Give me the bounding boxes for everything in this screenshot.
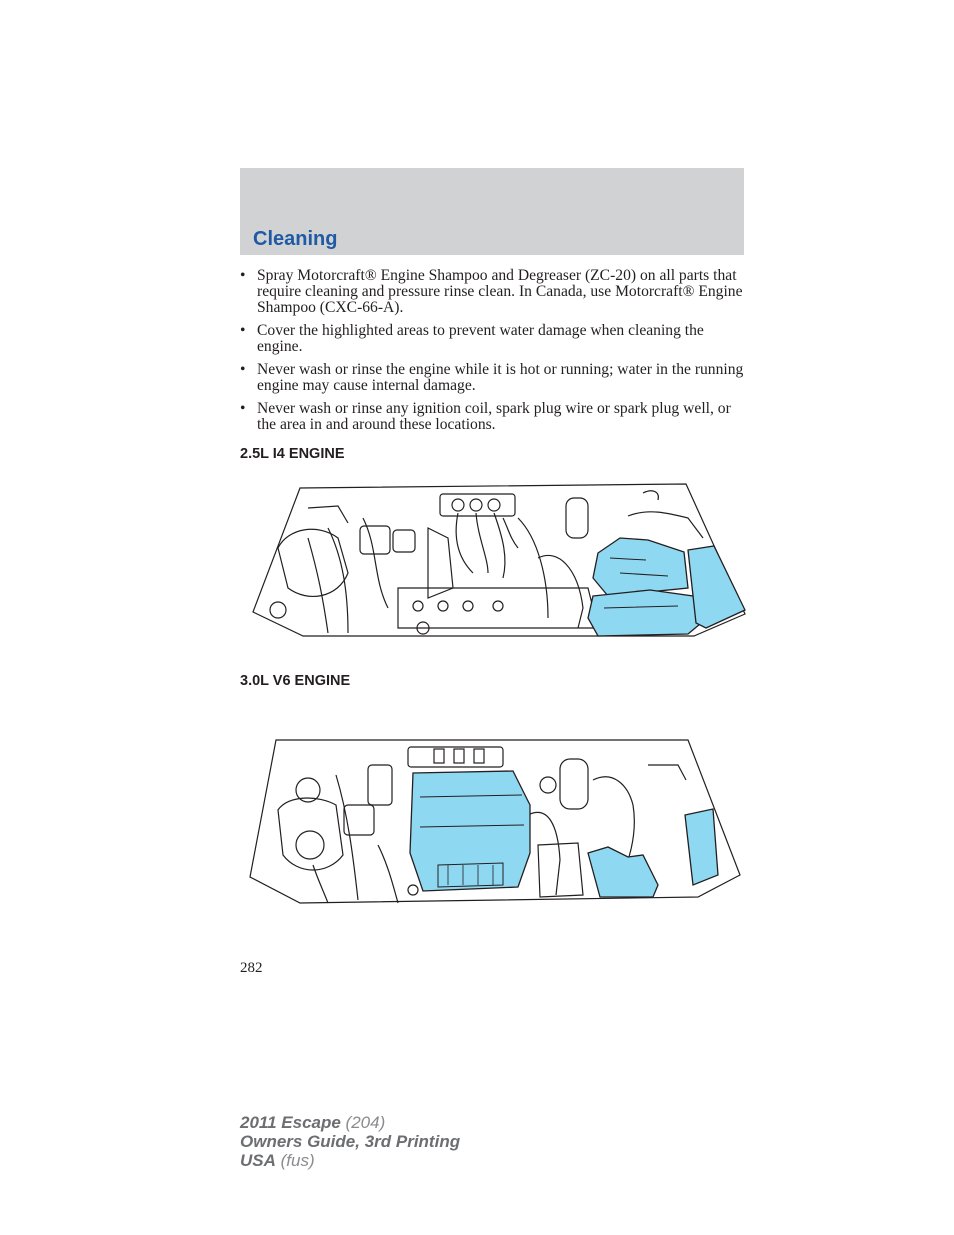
engine-2-5-diagram	[248, 478, 748, 640]
footer-region-code: (fus)	[275, 1151, 315, 1170]
engine-3-0-diagram	[248, 735, 742, 907]
page-number: 282	[240, 960, 263, 976]
footer-model: 2011 Escape	[240, 1113, 341, 1132]
bullet-text: Never wash or rinse any ignition coil, spark plug wire or spark plug well, or the area in and around these locations.	[257, 400, 731, 433]
footer-model-code: (204)	[340, 1113, 386, 1132]
footer-line-2	[240, 1132, 460, 1151]
bullet-text: Spray Motorcraft® Engine Shampoo and Degreaser (ZC-20) on all parts that require cleaning and pressure rinse clean. In Canada, use Motorcraft® Engine Shampoo (CXC-66-A).	[257, 267, 743, 316]
footer-guide: Owners Guide, 3rd Printing	[240, 1132, 461, 1151]
bullet-icon: •	[240, 400, 246, 417]
bullet-item	[240, 323, 745, 355]
section-title: Cleaning	[253, 228, 338, 250]
bullet-text: Cover the highlighted areas to prevent water damage when cleaning the engine.	[257, 322, 704, 355]
footer-line-3	[240, 1151, 460, 1170]
engine-3-0-title: 3.0L V6 ENGINE	[240, 673, 351, 689]
footer-line-1	[240, 1113, 460, 1132]
bullet-icon: •	[240, 267, 246, 284]
bullet-text: Never wash or rinse the engine while it is hot or running; water in the running engine may cause internal damage.	[257, 361, 744, 394]
bullet-item	[240, 362, 745, 394]
footer	[240, 1113, 460, 1170]
footer-region: USA	[240, 1151, 276, 1170]
bullet-item	[240, 401, 745, 433]
bullet-item	[240, 268, 745, 316]
engine-2-5-title: 2.5L I4 ENGINE	[240, 446, 345, 462]
bullet-icon: •	[240, 322, 246, 339]
bullet-list	[240, 268, 745, 440]
bullet-icon: •	[240, 361, 246, 378]
